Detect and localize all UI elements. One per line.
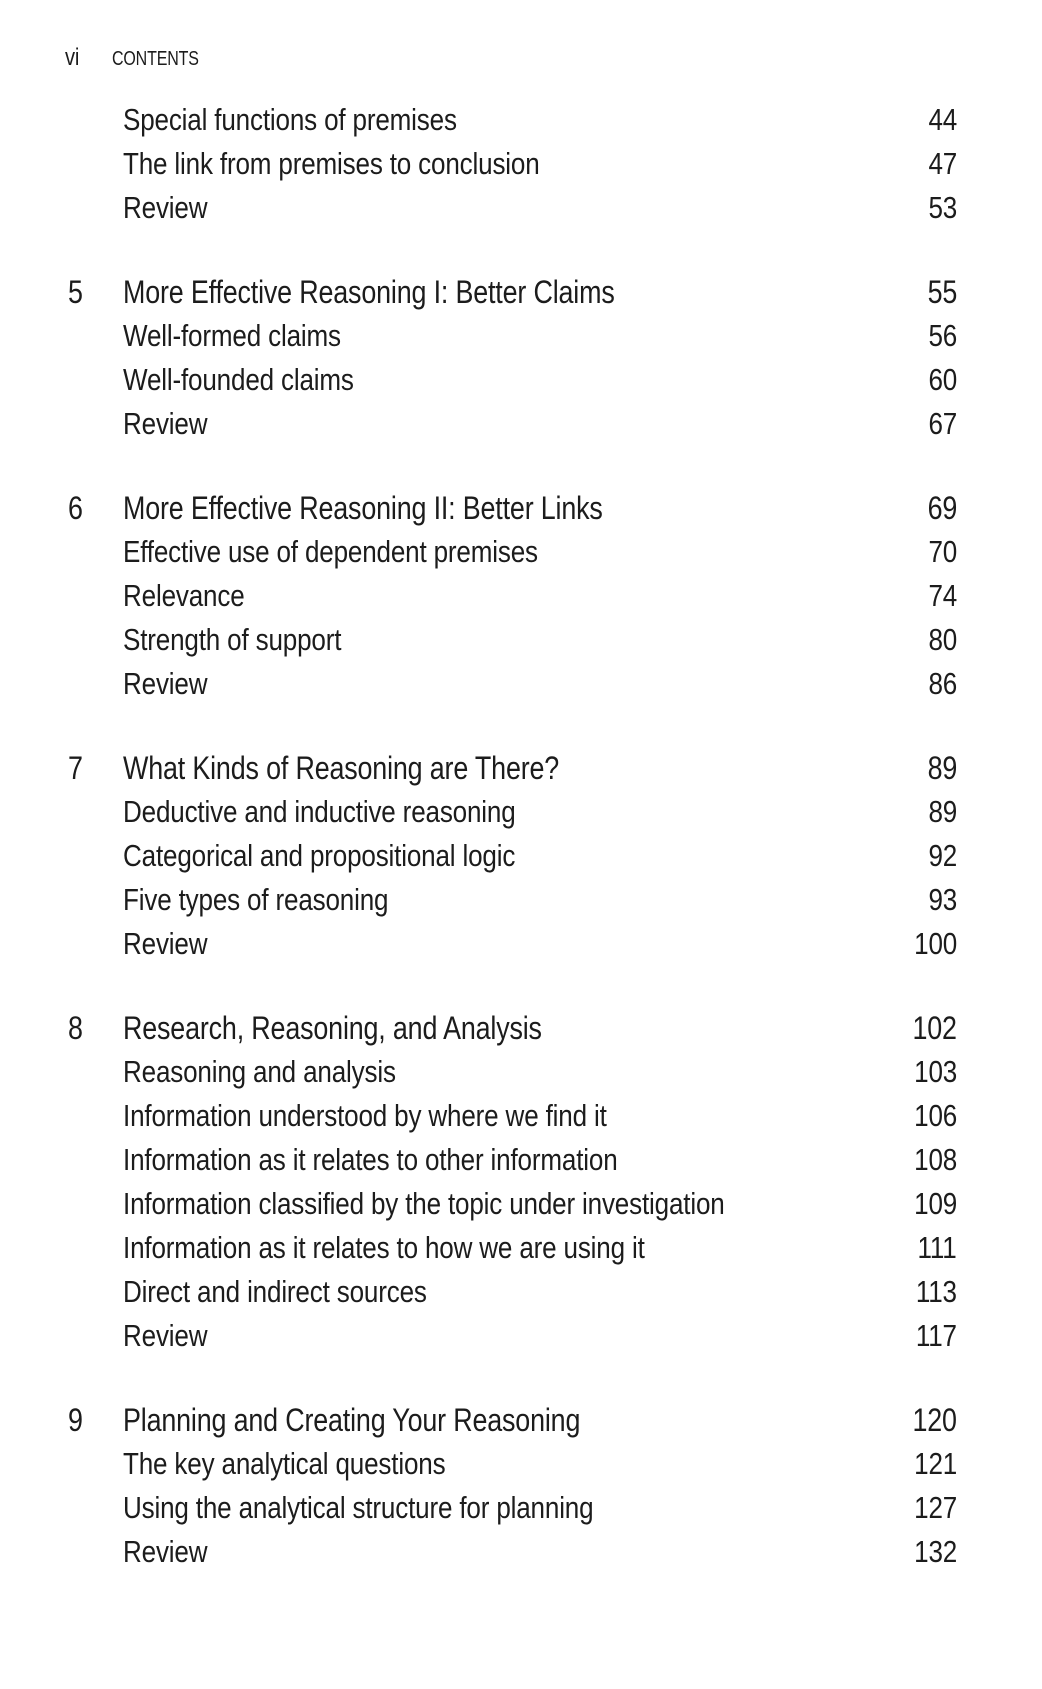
toc-entry-row [68,1182,957,1226]
entry-page-number-text: 56 [928,318,957,353]
toc-entry-row [68,314,957,358]
chapter-page-number-text: 55 [927,274,957,310]
chapter-number [68,486,123,530]
entry-page-number [923,662,957,706]
toc-entry-row [68,402,957,446]
entry-page-number [906,922,957,966]
entry-page-number-text: 53 [928,190,957,225]
entry-page-number-text: 117 [915,1318,957,1353]
toc-entry-row [68,1094,957,1138]
entry-title-text: Review [123,406,208,441]
entry-page-number-text: 100 [914,926,957,961]
entry-page-number [923,402,957,446]
entry-page-number [923,834,957,878]
folio-text: vi [65,44,80,71]
entry-title-text: Categorical and propositional logic [123,838,516,873]
entry-page-number [923,618,957,662]
entry-title [68,98,923,142]
toc-entry-row [68,878,957,922]
entry-page-number-text: 80 [928,622,957,657]
chapter-page-number-text: 69 [927,490,957,526]
entry-title-text: The link from premises to conclusion [123,146,540,181]
toc-chapter-row [68,746,957,790]
toc-entry-row [68,358,957,402]
chapter-page-number [904,1006,957,1050]
toc-entry-row [68,1530,957,1574]
entry-title-text: Strength of support [123,622,342,657]
chapter-page-number [922,270,957,314]
entry-title-text: Information classified by the topic under investigation [123,1186,725,1221]
chapter-title-text: Planning and Creating Your Reasoning [123,1402,581,1438]
entry-title [68,834,923,878]
entry-title [68,1442,906,1486]
entry-title-text: Deductive and inductive reasoning [123,794,516,829]
entry-page-number [923,790,957,834]
chapter-page-number [922,746,957,790]
entry-title [68,790,923,834]
entry-title-text: Well-formed claims [123,318,341,353]
entry-page-number [923,574,957,618]
toc-entry-row [68,574,957,618]
entry-title-text: Review [123,1318,208,1353]
entry-page-number [906,1094,957,1138]
toc-chapter-row [68,270,957,314]
chapter-title [123,486,922,530]
entry-page-number [923,530,957,574]
toc-entry-row [68,186,957,230]
entry-page-number-text: 86 [928,666,957,701]
toc-entry-row [68,1442,957,1486]
running-head-title [112,48,220,71]
chapter-page-number-text: 89 [927,750,957,786]
entry-title-text: Review [123,666,208,701]
chapter-number-text: 7 [68,750,83,786]
chapter-number [68,746,123,790]
entry-title-text: Review [123,1534,208,1569]
chapter-title [123,746,922,790]
entry-title-text: Well-founded claims [123,362,354,397]
entry-page-number-text: 67 [928,406,957,441]
entry-title [68,142,923,186]
entry-page-number-text: 89 [928,794,957,829]
entry-page-number-text: 111 [917,1230,957,1265]
entry-title [68,1314,908,1358]
chapter-title-text: More Effective Reasoning I: Better Claims [123,274,615,310]
chapter-page-number-text: 102 [912,1010,957,1046]
toc-entry-row [68,98,957,142]
entry-title [68,1530,906,1574]
table-of-contents [68,98,957,1574]
entry-page-number [906,1486,957,1530]
toc-entry-row [68,530,957,574]
running-head [65,44,220,72]
toc-section [68,270,957,446]
chapter-number-text: 6 [68,490,83,526]
entry-title [68,574,923,618]
chapter-page-number-text: 120 [912,1402,957,1438]
entry-title [68,1226,910,1270]
entry-title [68,186,923,230]
toc-entry-row [68,1226,957,1270]
entry-page-number-text: 44 [928,102,957,137]
toc-chapter-row [68,1398,957,1442]
toc-entry-row [68,142,957,186]
entry-title [68,1270,908,1314]
entry-page-number-text: 47 [928,146,957,181]
chapter-number-text: 5 [68,274,83,310]
entry-title [68,530,923,574]
chapter-title [123,1398,904,1442]
toc-chapter-row [68,486,957,530]
entry-page-number-text: 108 [914,1142,957,1177]
entry-page-number [908,1270,957,1314]
entry-title-text: Five types of reasoning [123,882,389,917]
toc-entry-row [68,618,957,662]
entry-page-number [906,1442,957,1486]
entry-title [68,1486,906,1530]
folio-page-number [65,44,112,72]
entry-title-text: Review [123,926,208,961]
toc-entry-row [68,1486,957,1530]
entry-page-number [906,1182,957,1226]
toc-entry-row [68,1270,957,1314]
toc-section [68,1398,957,1574]
entry-title-text: Information as it relates to how we are using it [123,1230,645,1265]
entry-title-text: Special functions of premises [123,102,457,137]
entry-page-number [923,878,957,922]
toc-entry-row [68,662,957,706]
toc-section [68,98,957,230]
entry-title [68,878,923,922]
entry-page-number [923,358,957,402]
toc-chapter-row [68,1006,957,1050]
entry-title-text: Relevance [123,578,245,613]
toc-entry-row [68,790,957,834]
entry-page-number [906,1530,957,1574]
entry-page-number [908,1314,957,1358]
entry-page-number-text: 121 [914,1446,957,1481]
entry-page-number-text: 70 [928,534,957,569]
chapter-number [68,1006,123,1050]
toc-entry-row [68,1050,957,1094]
entry-page-number [906,1050,957,1094]
chapter-title [123,270,922,314]
chapter-title-text: Research, Reasoning, and Analysis [123,1010,542,1046]
entry-page-number [923,142,957,186]
chapter-title-text: More Effective Reasoning II: Better Links [123,490,603,526]
entry-title [68,1182,906,1226]
entry-page-number-text: 74 [928,578,957,613]
entry-title [68,314,923,358]
entry-title-text: Direct and indirect sources [123,1274,427,1309]
toc-entry-row [68,922,957,966]
toc-entry-row [68,1314,957,1358]
entry-title-text: Information as it relates to other information [123,1142,618,1177]
entry-page-number-text: 127 [914,1490,957,1525]
toc-entry-row [68,1138,957,1182]
entry-title-text: Effective use of dependent premises [123,534,538,569]
running-head-title-text: CONTENTS [112,48,199,70]
chapter-number-text: 8 [68,1010,83,1046]
entry-title [68,1138,906,1182]
toc-section [68,486,957,706]
entry-page-number [923,314,957,358]
entry-page-number [923,98,957,142]
chapter-title [123,1006,904,1050]
entry-title [68,402,923,446]
entry-page-number [910,1226,957,1270]
chapter-number-text: 9 [68,1402,83,1438]
entry-title [68,922,906,966]
chapter-number [68,270,123,314]
entry-page-number-text: 60 [928,362,957,397]
entry-title-text: Reasoning and analysis [123,1054,396,1089]
entry-page-number [923,186,957,230]
entry-page-number-text: 93 [928,882,957,917]
entry-title [68,358,923,402]
entry-page-number-text: 109 [914,1186,957,1221]
toc-section [68,746,957,966]
chapter-page-number [904,1398,957,1442]
entry-title [68,662,923,706]
entry-page-number [906,1138,957,1182]
entry-title-text: Information understood by where we find it [123,1098,607,1133]
entry-page-number-text: 132 [914,1534,957,1569]
chapter-title-text: What Kinds of Reasoning are There? [123,750,560,786]
entry-title-text: Using the analytical structure for planning [123,1490,594,1525]
entry-page-number-text: 103 [914,1054,957,1089]
chapter-number [68,1398,123,1442]
entry-title [68,1094,906,1138]
entry-title [68,1050,906,1094]
toc-section [68,1006,957,1358]
chapter-page-number [922,486,957,530]
entry-title-text: Review [123,190,208,225]
entry-page-number-text: 92 [928,838,957,873]
entry-title [68,618,923,662]
entry-page-number-text: 106 [914,1098,957,1133]
entry-page-number-text: 113 [915,1274,957,1309]
entry-title-text: The key analytical questions [123,1446,446,1481]
toc-entry-row [68,834,957,878]
